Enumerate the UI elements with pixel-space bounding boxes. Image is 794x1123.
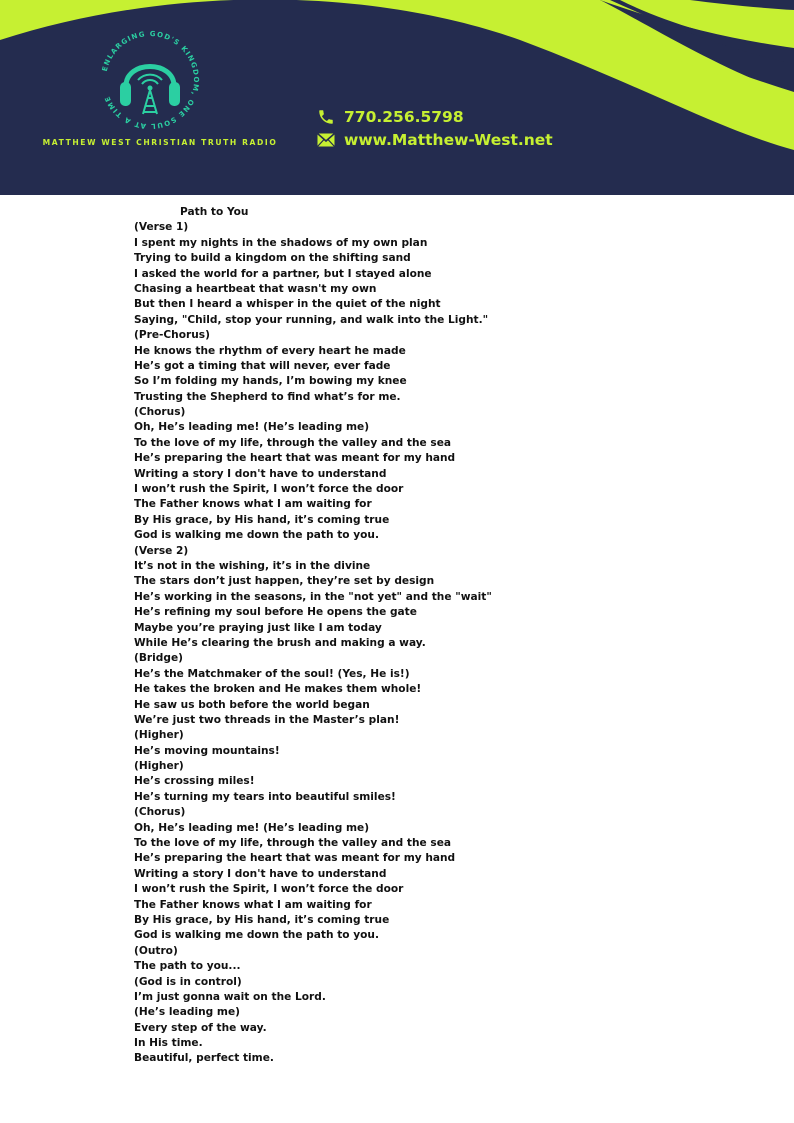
lyric-line: Oh, He’s leading me! (He’s leading me) <box>134 821 370 834</box>
lyric-line: I spent my nights in the shadows of my own plan <box>134 236 428 249</box>
headphones-radio-tower-icon <box>96 26 204 134</box>
lyric-line: (God is in control) <box>134 975 242 988</box>
lyric-line: He’s refining my soul before He opens the gate <box>134 606 417 619</box>
lyric-line: God is walking me down the path to you. <box>134 529 380 542</box>
lyric-line: I won’t rush the Spirit, I won’t force the door <box>134 883 404 896</box>
lyric-line: Saying, "Child, stop your running, and walk into the Light." <box>134 313 489 326</box>
logo-tagline: ENLARGING GOD'S KINGDOM, ONE SOUL AT A TIME <box>100 29 201 131</box>
website-contact <box>316 131 553 149</box>
lyric-line: He’s turning my tears into beautiful smiles! <box>134 790 396 803</box>
lyric-line: I’m just gonna wait on the Lord. <box>134 990 326 1003</box>
lyric-line: Trusting the Shepherd to find what’s for me. <box>134 390 401 403</box>
lyric-line: (Pre-Chorus) <box>134 329 210 342</box>
lyric-line: He knows the rhythm of every heart he made <box>134 344 406 357</box>
lyric-line: Chasing a heartbeat that wasn't my own <box>134 282 377 295</box>
letterhead-header <box>0 0 794 195</box>
lyric-line: It’s not in the wishing, it’s in the divine <box>134 559 371 572</box>
lyric-line: By His grace, by His hand, it’s coming true <box>134 913 390 926</box>
lyric-line: He’s got a timing that will never, ever fade <box>134 359 391 372</box>
lyric-line: (Outro) <box>134 944 178 957</box>
lyric-line: The Father knows what I am waiting for <box>134 898 372 911</box>
lyric-line: Writing a story I don't have to understand <box>134 867 387 880</box>
lyric-line: God is walking me down the path to you. <box>134 929 380 942</box>
lyric-line: In His time. <box>134 1037 203 1050</box>
lyric-line: He takes the broken and He makes them whole! <box>134 683 422 696</box>
lyric-line: But then I heard a whisper in the quiet of the night <box>134 298 441 311</box>
lyric-line: Beautiful, perfect time. <box>134 1052 274 1065</box>
lyric-line: (Chorus) <box>134 406 186 419</box>
lyric-line: Oh, He’s leading me! (He’s leading me) <box>134 421 370 434</box>
lyric-line: (Chorus) <box>134 806 186 819</box>
lyric-line: By His grace, by His hand, it’s coming true <box>134 513 390 526</box>
lyric-line: To the love of my life, through the valley and the sea <box>134 837 452 850</box>
lyric-line: He saw us both before the world began <box>134 698 370 711</box>
lyric-line: Maybe you’re praying just like I am today <box>134 621 382 634</box>
lyric-line: The Father knows what I am waiting for <box>134 498 372 511</box>
lyric-line: So I’m folding my hands, I’m bowing my knee <box>134 375 407 388</box>
lyric-line: (He’s leading me) <box>134 1006 240 1019</box>
lyric-line: While He’s clearing the brush and making a way. <box>134 636 426 649</box>
lyric-line: I won’t rush the Spirit, I won’t force the door <box>134 483 404 496</box>
lyric-line: (Higher) <box>134 729 184 742</box>
lyric-line: (Bridge) <box>134 652 183 665</box>
lyric-line: Writing a story I don't have to understand <box>134 467 387 480</box>
lyric-line: He’s working in the seasons, in the "not yet" and the "wait" <box>134 590 492 603</box>
lyric-line: He’s preparing the heart that was meant for my hand <box>134 452 456 465</box>
website-link[interactable]: www.Matthew-West.net <box>344 131 553 149</box>
lyric-line: To the love of my life, through the valley and the sea <box>134 436 452 449</box>
lyric-line: He’s the Matchmaker of the soul! (Yes, He is!) <box>134 667 410 680</box>
lyric-line: Every step of the way. <box>134 1021 267 1034</box>
phone-number: 770.256.5798 <box>344 108 464 126</box>
song-lyrics <box>134 205 694 1067</box>
lyric-line: (Verse 1) <box>134 221 189 234</box>
lyric-line: (Verse 2) <box>134 544 189 557</box>
lyric-line: The path to you... <box>134 960 241 973</box>
lyric-line: The stars don’t just happen, they’re set by design <box>134 575 435 588</box>
lyric-lines <box>134 220 694 1066</box>
brand-name: MATTHEW WEST CHRISTIAN TRUTH RADIO <box>42 138 278 147</box>
lyric-line: We’re just two threads in the Master’s plan! <box>134 713 400 726</box>
lyric-line: He’s crossing miles! <box>134 775 255 788</box>
phone-icon <box>316 108 336 126</box>
phone-contact <box>316 108 464 126</box>
lyric-line: Trying to build a kingdom on the shifting sand <box>134 252 411 265</box>
envelope-icon <box>316 131 336 149</box>
lyric-line: I asked the world for a partner, but I stayed alone <box>134 267 432 280</box>
song-title: Path to You <box>180 206 249 218</box>
lyric-line: He’s preparing the heart that was meant for my hand <box>134 852 456 865</box>
lyric-line: He’s moving mountains! <box>134 744 280 757</box>
lyric-line: (Higher) <box>134 760 184 773</box>
